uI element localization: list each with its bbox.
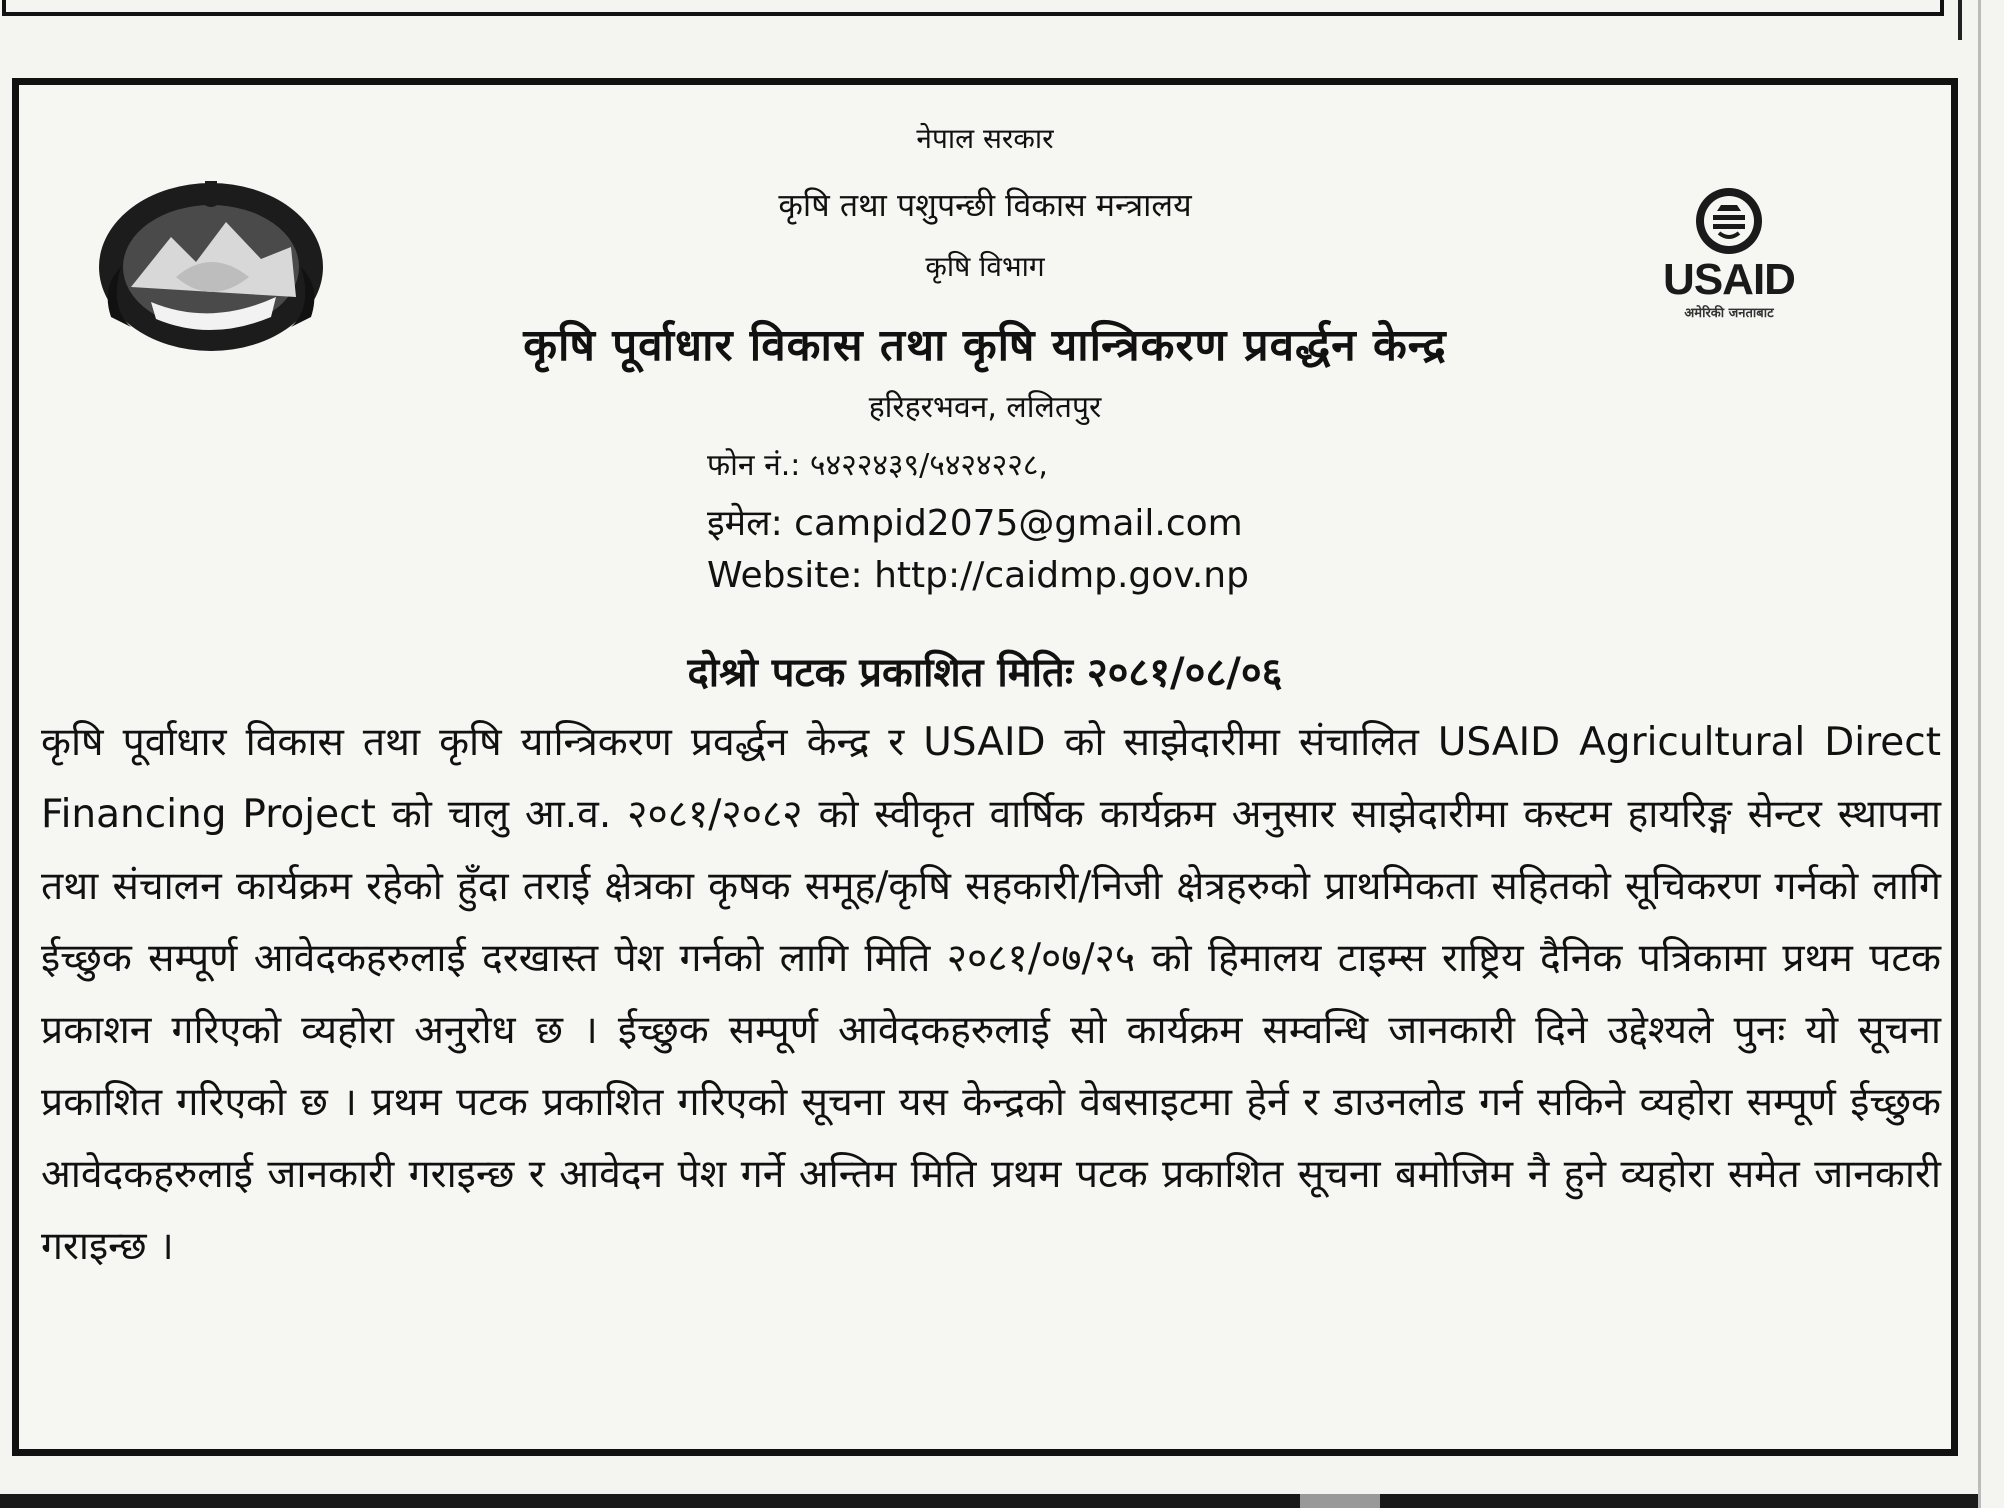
phone-number: फोन नं.: ५४२२४३९/५४२४२२८, — [707, 448, 1048, 483]
government-name: नेपाल सरकार — [916, 122, 1054, 155]
department-name: कृषि विभाग — [925, 250, 1045, 283]
notice-box — [12, 78, 1958, 1456]
website-url: Website: http://caidmp.gov.np — [707, 555, 1249, 596]
notice-body: कृषि पूर्वाधार विकास तथा कृषि यान्त्रिकरण प्रवर्द्धन केन्द्र र USAID को साझेदारीमा संचालित USAID Agricultural Direct Financing Project को चालु आ.व. २०८१/२०८२ को स्वीकृत वार्षिक कार्यक्रम अनुसार साझेदारीमा कस्टम हायरिङ्ग सेन्टर स्थापना तथा संचालन कार्यक्रम रहेको हुँदा तराई क्षेत्रका कृषक समूह/कृषि सहकारी/निजी क्षेत्रहरुको प्राथमिकता सहितको सूचिकरण गर्नको लागि ईच्छुक सम्पूर्ण आवेदकहरुलाई दरखास्त पेश गर्नको लागि मिति २०८१/०७/२५ को हिमालय टाइम्स राष्ट्रिय दैनिक पत्रिकामा प्रथम पटक प्रकाशन गरिएको व्यहोरा अनुरोध छ । ईच्छुक सम्पूर्ण आवेदकहरुलाई सो कार्यक्रम सम्वन्धि जानकारी दिने उद्देश्यले पुनः यो सूचना प्रकाशित गरिएको छ । प्रथम पटक प्रकाशित गरिएको सूचना यस केन्द्रको वेबसाइटमा हेर्न र डाउनलोड गर्न सकिने व्यहोरा सम्पूर्ण ईच्छुक आवेदकहरुलाई जानकारी गराइन्छ र आवेदन पेश गर्ने अन्तिम मिति प्रथम पटक प्रकाशित सूचना बमोजिम नै हुने व्यहोरा समेत जानकारी गराइन्छ । — [41, 720, 1941, 1269]
publication-date: दोश्रो पटक प्रकाशित मितिः २०८१/०८/०६ — [687, 650, 1283, 696]
ministry-name: कृषि तथा पशुपन्छी विकास मन्त्रालय — [778, 186, 1192, 224]
email-address: इमेल: campid2075@gmail.com — [707, 503, 1243, 544]
bottom-strip-gap — [1300, 1494, 1380, 1508]
previous-ad-border — [2, 0, 1944, 16]
usaid-tagline: अमेरिकी जनताबाट — [1684, 306, 1774, 321]
address: हरिहरभवन, ललितपुर — [868, 390, 1102, 425]
bottom-border-strip — [0, 1494, 1978, 1508]
center-name: कृषि पूर्वाधार विकास तथा कृषि यान्त्रिकरण प्रवर्द्धन केन्द्र — [523, 320, 1447, 371]
page-edge-rule — [1978, 0, 1981, 1508]
column-divider — [1958, 0, 1962, 40]
usaid-wordmark: USAID — [1663, 255, 1795, 304]
